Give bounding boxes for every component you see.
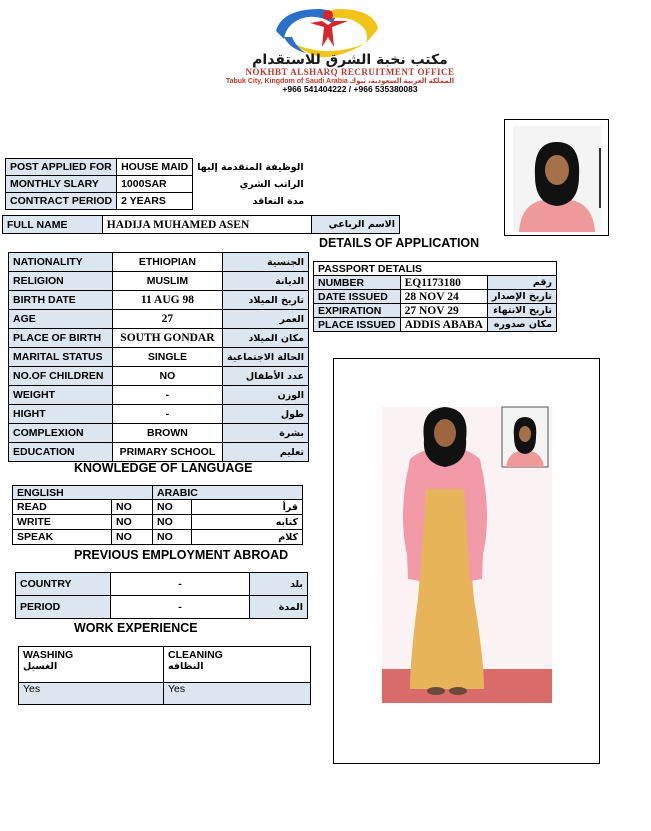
job-value: 1000SAR <box>117 176 193 193</box>
passport-title: PASSPORT DETALIS <box>314 262 557 276</box>
personal-table <box>8 252 309 462</box>
work-cleaning-label-ar: النظافه <box>168 661 204 672</box>
language-english-value: NO <box>112 500 153 515</box>
language-row <box>13 500 303 515</box>
personal-label-ar: الديانة <box>223 272 309 291</box>
company-phones: +966 541404222 / +966 535380083 <box>282 84 418 94</box>
language-label: SPEAK <box>13 530 112 545</box>
language-label-ar: كتابه <box>192 515 303 530</box>
personal-label-ar: مكان الميلاد <box>223 329 309 348</box>
employment-label-ar: المدة <box>250 596 308 619</box>
passport-label: EXPIRATION <box>314 304 401 318</box>
job-table <box>5 158 309 210</box>
personal-label: BIRTH DATE <box>9 291 113 310</box>
job-label-ar: مدة التعاقد <box>193 193 308 210</box>
language-label: READ <box>13 500 112 515</box>
language-col-arabic: ARABIC <box>153 486 303 500</box>
language-arabic-value: NO <box>153 500 192 515</box>
work-title: WORK EXPERIENCE <box>74 621 198 635</box>
job-label: POST APPLIED FOR <box>6 159 117 176</box>
details-title: DETAILS OF APPLICATION <box>319 236 480 250</box>
employment-table <box>15 572 308 619</box>
personal-label-ar: عدد الأطفال <box>223 367 309 386</box>
job-row <box>6 159 309 176</box>
employment-row <box>16 573 308 596</box>
work-cleaning-label: CLEANING <box>168 649 223 661</box>
full-name-label: FULL NAME <box>3 216 103 234</box>
passport-value: ADDIS ABABA <box>400 318 487 332</box>
personal-value: SOUTH GONDAR <box>112 329 222 348</box>
personal-label: NO.OF CHILDREN <box>9 367 113 386</box>
job-row <box>6 193 309 210</box>
personal-value: 27 <box>112 310 222 329</box>
job-value: 2 YEARS <box>117 193 193 210</box>
passport-label: NUMBER <box>314 276 401 290</box>
language-row <box>13 515 303 530</box>
job-label-ar: الراتب الشري <box>193 176 308 193</box>
employment-row <box>16 596 308 619</box>
passport-label: DATE ISSUED <box>314 290 401 304</box>
passport-label-ar: تاريخ الإصدار <box>487 290 556 304</box>
full-body-photo <box>333 358 600 764</box>
work-washing-cell <box>19 647 164 683</box>
personal-label-ar: الوزن <box>223 386 309 405</box>
job-row <box>6 176 309 193</box>
personal-value: - <box>112 405 222 424</box>
personal-value: MUSLIM <box>112 272 222 291</box>
job-label-ar: الوظيفة المتقدمة إليها <box>193 159 308 176</box>
personal-label: AGE <box>9 310 113 329</box>
personal-label: PLACE OF BIRTH <box>9 329 113 348</box>
employment-label: PERIOD <box>16 596 111 619</box>
passport-label-ar: رقم <box>487 276 556 290</box>
personal-row <box>9 310 309 329</box>
work-washing-label: WASHING <box>23 649 74 661</box>
personal-row <box>9 405 309 424</box>
full-name-table <box>2 215 400 234</box>
passport-value: 28 NOV 24 <box>400 290 487 304</box>
personal-label-ar: العمر <box>223 310 309 329</box>
passport-row <box>314 318 557 332</box>
language-row <box>13 530 303 545</box>
language-english-value: NO <box>112 530 153 545</box>
portrait-figure <box>505 120 608 235</box>
language-arabic-value: NO <box>153 530 192 545</box>
employment-title: PREVIOUS EMPLOYMENT ABROAD <box>74 548 289 562</box>
personal-row <box>9 329 309 348</box>
personal-label: NATIONALITY <box>9 253 113 272</box>
language-label: WRITE <box>13 515 112 530</box>
personal-row <box>9 253 309 272</box>
language-english-value: NO <box>112 515 153 530</box>
personal-row <box>9 424 309 443</box>
full-name-value: HADIJA MUHAMED ASEN <box>102 216 311 234</box>
employment-value: - <box>111 596 250 619</box>
personal-value: NO <box>112 367 222 386</box>
personal-label: COMPLEXION <box>9 424 113 443</box>
passport-label-ar: تاريخ الانتهاء <box>487 304 556 318</box>
personal-label-ar: بشرة <box>223 424 309 443</box>
full-name-label-ar: الاسم الرباعي <box>311 216 400 234</box>
personal-value: SINGLE <box>112 348 222 367</box>
personal-value: PRIMARY SCHOOL <box>112 443 222 462</box>
passport-label: PLACE ISSUED <box>314 318 401 332</box>
work-table <box>18 646 311 705</box>
language-title: KNOWLEDGE OF LANGUAGE <box>74 461 253 475</box>
portrait-photo <box>504 119 609 236</box>
passport-label-ar: مكان صدوره <box>487 318 556 332</box>
work-washing-value: Yes <box>19 683 164 705</box>
personal-value: - <box>112 386 222 405</box>
language-col-english: ENGLISH <box>13 486 153 500</box>
personal-label-ar: تاريخ الميلاد <box>223 291 309 310</box>
passport-row <box>314 304 557 318</box>
personal-label: HIGHT <box>9 405 113 424</box>
personal-label-ar: الجنسية <box>223 253 309 272</box>
personal-row <box>9 348 309 367</box>
job-value: HOUSE MAID <box>117 159 193 176</box>
personal-value: 11 AUG 98 <box>112 291 222 310</box>
personal-row <box>9 443 309 462</box>
language-arabic-value: NO <box>153 515 192 530</box>
personal-label: WEIGHT <box>9 386 113 405</box>
passport-table <box>313 261 557 332</box>
employment-label-ar: بلد <box>250 573 308 596</box>
work-cleaning-value: Yes <box>164 683 311 705</box>
personal-value: BROWN <box>112 424 222 443</box>
company-logo <box>262 3 392 59</box>
employment-value: - <box>111 573 250 596</box>
personal-label-ar: الحالة الاجتماعية <box>223 348 309 367</box>
passport-value: EQ1173180 <box>400 276 487 290</box>
company-name-en: NOKHBT ALSHARQ RECRUITMENT OFFICE <box>245 67 455 77</box>
personal-label: EDUCATION <box>9 443 113 462</box>
work-cleaning-cell <box>164 647 311 683</box>
company-name-ar: مكتب نخبة الشرق للاستقدام <box>252 52 448 68</box>
employment-label: COUNTRY <box>16 573 111 596</box>
personal-label-ar: تعليم <box>223 443 309 462</box>
job-label: CONTRACT PERIOD <box>6 193 117 210</box>
personal-row <box>9 367 309 386</box>
language-table <box>12 485 303 545</box>
personal-value: ETHIOPIAN <box>112 253 222 272</box>
personal-label: RELIGION <box>9 272 113 291</box>
passport-row <box>314 290 557 304</box>
personal-row <box>9 272 309 291</box>
job-label: MONTHLY SLARY <box>6 176 117 193</box>
language-label-ar: قرأ <box>192 500 303 515</box>
company-address: Tabuk City, Kingdom of Saudi Arabia المملكة العربية السعودية، تبوك <box>225 78 455 85</box>
passport-value: 27 NOV 29 <box>400 304 487 318</box>
work-washing-label-ar: الغسيل <box>23 661 58 672</box>
full-body-figure <box>334 359 599 763</box>
personal-label-ar: طول <box>223 405 309 424</box>
passport-row <box>314 276 557 290</box>
personal-row <box>9 386 309 405</box>
language-label-ar: كلام <box>192 530 303 545</box>
personal-label: MARITAL STATUS <box>9 348 113 367</box>
personal-row <box>9 291 309 310</box>
